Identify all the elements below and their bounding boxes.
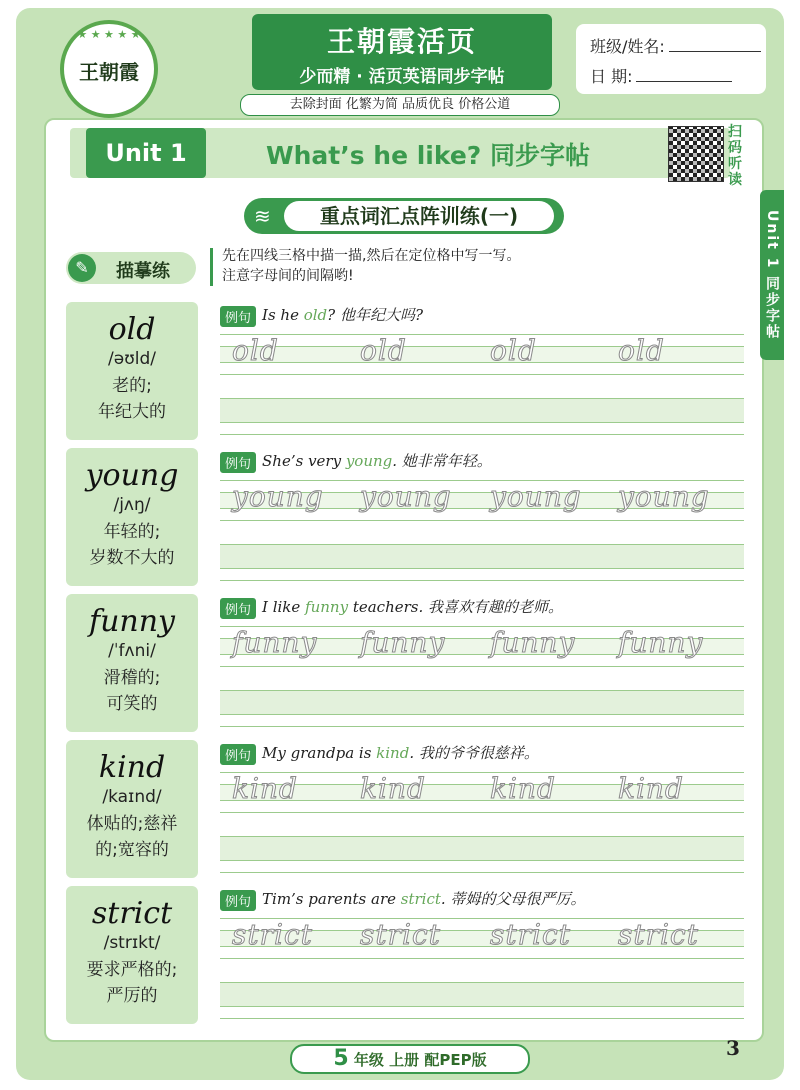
instructions [222, 246, 520, 286]
side-tab: Unit 1 同步字帖 [760, 190, 784, 360]
trace-word[interactable]: funny [232, 626, 318, 659]
word-card [66, 886, 198, 1024]
card-phonetic: /strɪkt/ [103, 933, 161, 953]
example-tag: 例句 [220, 598, 256, 619]
grid-line [220, 982, 744, 983]
word-card [66, 740, 198, 878]
grid-line [220, 374, 744, 375]
trace-word[interactable]: funny [360, 626, 446, 659]
card-phonetic: /kaɪnd/ [102, 787, 162, 807]
instruction-bar [210, 248, 213, 286]
page-number: 3 [726, 1036, 740, 1060]
date-label: 日 期: [590, 67, 633, 86]
class-name-row [590, 34, 761, 57]
example-keyword: strict [400, 890, 441, 908]
practice-row [220, 450, 744, 588]
example-after: . 我的爷爷很慈祥。 [409, 744, 539, 762]
example-tag: 例句 [220, 306, 256, 327]
grid-line [220, 422, 744, 423]
unit-bar [70, 128, 730, 178]
qr-code-icon[interactable] [668, 126, 724, 182]
example-before: I like [262, 598, 306, 616]
four-line-grid[interactable] [220, 626, 744, 666]
trace-word[interactable]: strict [618, 918, 699, 951]
instruction-line-1: 先在四线三格中描一描,然后在定位格中写一写。 [222, 248, 521, 264]
section-title: 重点词汇点阵训练(一) [284, 201, 554, 231]
four-line-grid[interactable] [220, 772, 744, 812]
card-meaning-line-2: 可笑的 [106, 694, 158, 714]
trace-word[interactable]: strict [232, 918, 313, 951]
trace-word[interactable]: strict [490, 918, 571, 951]
grid-line [220, 346, 744, 347]
class-name-field[interactable] [669, 37, 761, 52]
card-meaning-line-2: 年纪大的 [98, 402, 166, 422]
card-word: young [85, 458, 179, 493]
example-after: teachers. 我喜欢有趣的老师。 [348, 598, 564, 616]
grid-band [220, 544, 744, 568]
section-title-pill [244, 198, 564, 234]
card-meaning [66, 811, 198, 863]
trace-word[interactable]: funny [618, 626, 704, 659]
card-phonetic: /əʊld/ [108, 349, 156, 369]
practice-row [220, 596, 744, 734]
card-word: kind [98, 750, 166, 785]
card-meaning-line-2: 严厉的 [106, 986, 158, 1006]
grid-line [220, 872, 744, 873]
trace-word[interactable]: old [232, 334, 279, 367]
example-tag: 例句 [220, 744, 256, 765]
card-meaning-line-2: 的;宽容的 [95, 840, 169, 860]
pencil-icon: ✎ [68, 254, 96, 282]
tracing-label-pill [66, 252, 196, 284]
grid-line [220, 520, 744, 521]
class-name-label: 班级/姓名: [590, 37, 665, 56]
grid-line [220, 958, 744, 959]
example-after: . 蒂姆的父母很严厉。 [440, 890, 586, 908]
writing-grid[interactable] [220, 836, 744, 876]
grid-line [220, 362, 744, 363]
card-phonetic: /ˈfʌni/ [108, 641, 156, 661]
grid-band [220, 836, 744, 860]
example-keyword: kind [376, 744, 410, 762]
example-keyword: funny [305, 598, 349, 616]
trace-word[interactable]: strict [360, 918, 441, 951]
student-info-box [576, 24, 766, 94]
word-card [66, 594, 198, 732]
grid-band [220, 398, 744, 422]
date-row [590, 64, 732, 87]
brand-logo [60, 20, 158, 118]
example-sentence [220, 450, 492, 473]
card-meaning [66, 957, 198, 1009]
trace-word[interactable]: funny [490, 626, 576, 659]
grid-line [220, 568, 744, 569]
instruction-line-2: 注意字母间的间隔哟! [222, 268, 354, 284]
word-card [66, 448, 198, 586]
grid-line [220, 726, 744, 727]
grid-line [220, 666, 744, 667]
example-sentence [220, 596, 563, 619]
grid-line [220, 690, 744, 691]
trace-word[interactable]: young [490, 480, 582, 513]
word-card [66, 302, 198, 440]
card-meaning [66, 519, 198, 571]
four-line-grid[interactable] [220, 918, 744, 958]
trace-word[interactable]: young [232, 480, 324, 513]
example-sentence [220, 888, 585, 911]
unit-title: What’s he like? 同步字帖 [266, 141, 590, 170]
trace-word[interactable]: young [360, 480, 452, 513]
waves-icon: ≋ [254, 204, 271, 228]
scan-label: 扫码听读 [728, 124, 742, 188]
example-before: My grandpa is [262, 744, 377, 762]
trace-word[interactable]: kind [618, 772, 684, 805]
card-meaning-line-1: 年轻的; [103, 522, 161, 542]
example-before: Tim’s parents are [262, 890, 401, 908]
trace-word[interactable]: old [360, 334, 407, 367]
grade-number: 5 [333, 1046, 349, 1071]
card-phonetic: /jʌŋ/ [113, 495, 151, 515]
grid-line [220, 812, 744, 813]
star-icons: ★ ★ ★ ★ ★ [77, 28, 141, 41]
example-after: . 她非常年轻。 [392, 452, 492, 470]
brand-banner [252, 14, 552, 90]
tracing-label: 描摹练 [116, 261, 170, 282]
example-sentence [220, 304, 423, 327]
grid-line [220, 1006, 744, 1007]
example-sentence [220, 742, 539, 765]
practice-row [220, 304, 744, 442]
trace-word[interactable]: young [618, 480, 710, 513]
example-tag: 例句 [220, 890, 256, 911]
example-before: Is he [262, 306, 304, 324]
grid-line [220, 836, 744, 837]
practice-row [220, 888, 744, 1026]
trace-word[interactable]: kind [360, 772, 426, 805]
unit-tab: Unit 1 [86, 128, 206, 178]
trace-word[interactable]: kind [490, 772, 556, 805]
writing-grid[interactable] [220, 690, 744, 730]
card-meaning-line-1: 体贴的;慈祥 [86, 814, 178, 834]
trace-word[interactable]: old [618, 334, 665, 367]
card-word: old [108, 312, 156, 347]
four-line-grid[interactable] [220, 334, 744, 374]
practice-row [220, 742, 744, 880]
card-word: funny [88, 604, 175, 639]
card-meaning-line-2: 岁数不大的 [89, 548, 175, 568]
writing-grid[interactable] [220, 544, 744, 584]
writing-grid[interactable] [220, 398, 744, 438]
card-meaning-line-1: 滑稽的; [103, 668, 161, 688]
example-keyword: old [303, 306, 328, 324]
grid-line [220, 398, 744, 399]
trace-word[interactable]: old [490, 334, 537, 367]
example-before: She’s very [262, 452, 346, 470]
grid-line [220, 544, 744, 545]
trace-word[interactable]: kind [232, 772, 298, 805]
writing-grid[interactable] [220, 982, 744, 1022]
grid-line [220, 434, 744, 435]
grid-band [220, 982, 744, 1006]
footer-text: 年级 上册 配PEP版 [353, 1051, 487, 1069]
slogan: 去除封面 化繁为简 品质优良 价格公道 [240, 94, 560, 116]
card-meaning [66, 665, 198, 717]
grid-line [220, 580, 744, 581]
grid-line [220, 860, 744, 861]
brand-title: 王朝霞活页 [326, 25, 477, 58]
card-meaning-line-1: 老的; [112, 376, 152, 396]
example-tag: 例句 [220, 452, 256, 473]
card-meaning-line-1: 要求严格的; [86, 960, 178, 980]
card-word: strict [91, 896, 173, 931]
grid-band [220, 690, 744, 714]
grid-line [220, 334, 744, 335]
four-line-grid[interactable] [220, 480, 744, 520]
card-meaning [66, 373, 198, 425]
grid-line [220, 1018, 744, 1019]
footer-pill [290, 1044, 530, 1074]
brand-subtitle: 少而精 · 活页英语同步字帖 [299, 67, 505, 87]
grid-line [220, 714, 744, 715]
grid-band [220, 346, 744, 362]
logo-text: 王朝霞 [79, 60, 139, 84]
example-after: ? 他年纪大吗? [327, 306, 424, 324]
example-keyword: young [345, 452, 393, 470]
date-field[interactable] [636, 67, 732, 82]
